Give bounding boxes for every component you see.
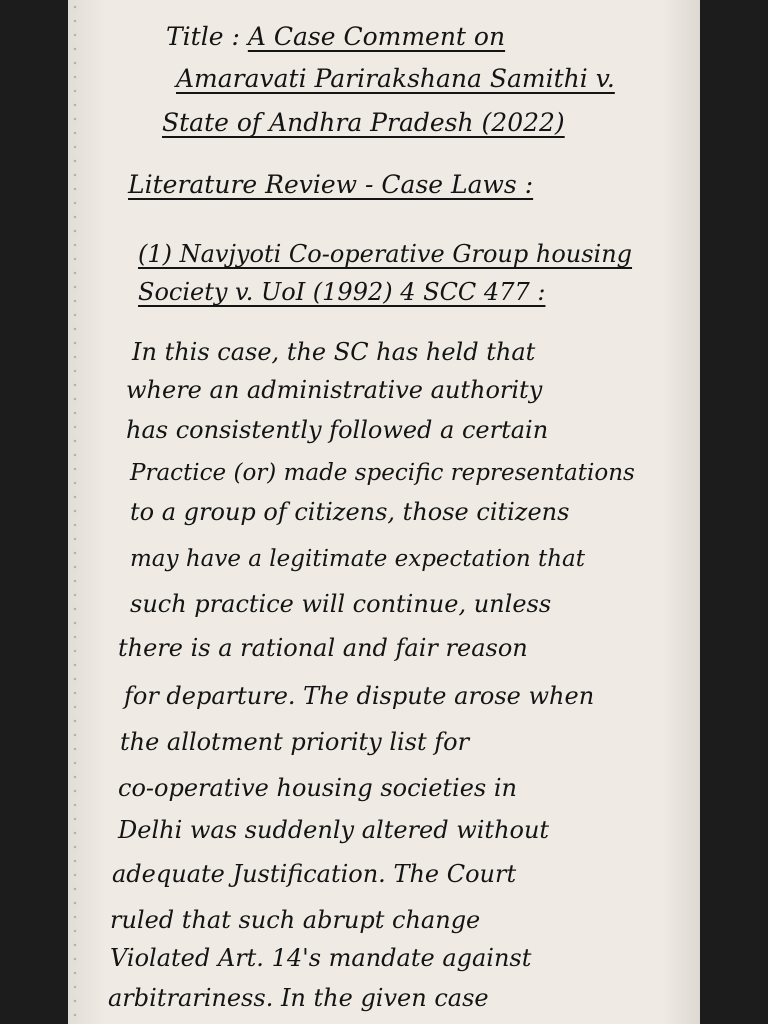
body-line: Delhi was suddenly altered without	[118, 816, 550, 844]
body-line: In this case, the SC has held that	[132, 338, 536, 366]
body-line: arbitrariness. In the given case	[108, 984, 489, 1012]
section-heading: Literature Review - Case Laws :	[128, 170, 534, 199]
body-line: may have a legitimate expectation that	[130, 546, 585, 572]
title-line-1	[166, 24, 505, 49]
body-line: such practice will continue, unless	[130, 590, 552, 618]
case-heading-line-2: Society v. UoI (1992) 4 SCC 477 :	[138, 278, 546, 306]
body-line: where an administrative authority	[126, 376, 543, 404]
title-line-2: Amaravati Parirakshana Samithi v.	[176, 64, 615, 93]
body-line: co-operative housing societies in	[118, 774, 517, 802]
body-line: there is a rational and fair reason	[118, 634, 528, 662]
body-line: for departure. The dispute arose when	[124, 682, 595, 710]
body-line: ruled that such abrupt change	[110, 906, 481, 934]
body-line: the allotment priority list for	[120, 728, 470, 756]
body-line: adequate Justification. The Court	[112, 860, 517, 888]
body-line: Practice (or) made specific representations	[130, 460, 635, 486]
title-prefix: Title :	[166, 22, 240, 51]
title-main: A Case Comment on	[247, 22, 506, 51]
page-margin-holes	[72, 0, 78, 1024]
title-line-3: State of Andhra Pradesh (2022)	[162, 108, 565, 137]
body-line: to a group of citizens, those citizens	[130, 498, 570, 526]
case-heading-line-1: (1) Navjyoti Co-operative Group housing	[138, 240, 633, 268]
body-line: has consistently followed a certain	[126, 416, 549, 444]
notebook-page	[68, 0, 700, 1024]
body-line: Violated Art. 14's mandate against	[110, 944, 532, 972]
